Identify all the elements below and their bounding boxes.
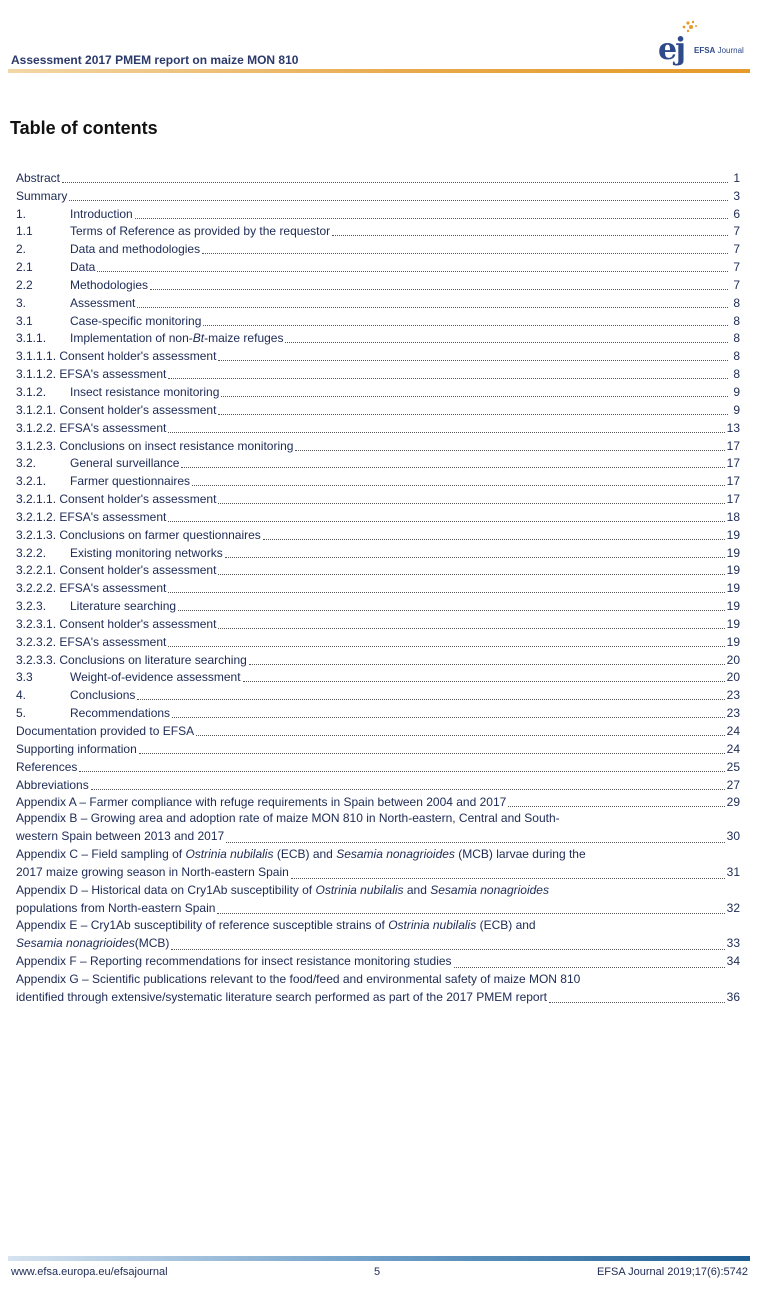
footer-citation: EFSA Journal 2019;17(6):5742 [596, 1266, 748, 1278]
toc-entry-page: 27 [726, 777, 740, 792]
toc-leader-dots [137, 699, 724, 700]
toc-entry[interactable] [16, 543, 740, 561]
toc-leader-dots [137, 307, 728, 308]
toc-entry[interactable] [16, 775, 740, 793]
toc-entry-number: 3.2.3. [16, 599, 47, 614]
toc-entry-title: 3.2.1.1. Consent holder's assessment [16, 492, 217, 507]
toc-entry[interactable] [16, 204, 740, 222]
toc-entry-title: 3.1.1.1. Consent holder's assessment [16, 349, 217, 364]
toc-leader-dots [249, 664, 725, 665]
footer-url[interactable]: www.efsa.europa.eu/efsajournal [11, 1266, 168, 1278]
toc-entry-number: 3. [16, 295, 27, 310]
toc-entry-title: Terms of Reference as provided by the requestor [70, 224, 331, 239]
toc-entry-title: 3.2.2.1. Consent holder's assessment [16, 563, 217, 578]
toc-entry-number: 3.2. [16, 456, 37, 471]
toc-entry-title: Appendix A – Farmer compliance with refuge requirements in Spain between 2004 and 2017 [16, 795, 507, 810]
toc-entry[interactable] [16, 578, 740, 596]
toc-entry[interactable] [16, 329, 740, 347]
toc-entry-page: 29 [726, 795, 740, 810]
toc-entry-title: 3.1.1.2. EFSA's assessment [16, 367, 167, 382]
toc-entry-page: 8 [733, 295, 740, 310]
toc-entry-page: 23 [726, 688, 740, 703]
toc-entry-number: 2.2 [16, 277, 33, 292]
toc-entry-number: 3.1.1. [16, 331, 47, 346]
logo-text: EFSA Journal [694, 46, 744, 55]
toc-entry-page: 24 [726, 724, 740, 738]
toc-entry-page: 8 [733, 331, 740, 346]
toc-entry-page: 7 [733, 277, 740, 292]
toc-entry-title: Weight-of-evidence assessment [70, 670, 241, 685]
toc-entry-number: 2. [16, 242, 27, 257]
toc-leader-dots [168, 646, 724, 647]
toc-entry[interactable] [16, 400, 740, 418]
toc-leader-dots [168, 378, 728, 379]
toc-leader-dots [203, 325, 728, 326]
table-of-contents [16, 168, 740, 1006]
toc-entry-number: 3.3 [16, 670, 33, 685]
toc-leader-dots [168, 592, 724, 593]
toc-entry-title: Implementation of non-Bt-maize refuges [70, 331, 284, 346]
toc-entry-page: 8 [733, 367, 740, 382]
toc-entry-title: Documentation provided to EFSA [16, 724, 195, 738]
toc-entry-title: Insect resistance monitoring [70, 384, 220, 399]
toc-entry-page: 7 [733, 260, 740, 275]
toc-entry-title: Data [70, 260, 96, 275]
toc-entry-page: 20 [726, 670, 740, 685]
toc-entry-title: Abbreviations [16, 777, 89, 792]
toc-entry-title: 3.1.2.3. Conclusions on insect resistance monitoring [16, 438, 294, 453]
toc-entry-page: 19 [726, 599, 740, 614]
toc-entry-title: Case-specific monitoring [70, 313, 202, 328]
toc-entry-title: 3.2.3.3. Conclusions on literature searching [16, 652, 247, 667]
toc-leader-dots [181, 467, 724, 468]
toc-leader-dots [218, 628, 724, 629]
toc-entry[interactable] [16, 257, 740, 275]
toc-leader-dots [192, 485, 725, 486]
toc-entry-appendix-f[interactable]: Appendix F – Reporting recommendations for insect resistance monitoring studies 34 [16, 953, 740, 968]
toc-entry-number: 3.2.1. [16, 474, 47, 489]
toc-entry-page: 19 [726, 634, 740, 649]
toc-entry[interactable] [16, 418, 740, 436]
toc-leader-dots [172, 717, 725, 718]
toc-leader-dots [263, 539, 725, 540]
toc-entry[interactable] [16, 507, 740, 525]
toc-entry-page: 17 [726, 492, 740, 507]
footer-divider [8, 1256, 750, 1261]
toc-entry-title: 3.1.2.2. EFSA's assessment [16, 420, 167, 435]
toc-entry-title: Recommendations [70, 706, 171, 721]
toc-leader-dots [202, 253, 728, 254]
toc-entry[interactable] [16, 293, 740, 311]
toc-entry-page: 8 [733, 349, 740, 364]
toc-entry[interactable] [16, 668, 740, 686]
toc-entry[interactable] [16, 721, 740, 739]
toc-entry-page: 25 [726, 759, 740, 774]
toc-leader-dots [168, 521, 724, 522]
toc-entry[interactable] [16, 222, 740, 240]
toc-entry-title: Farmer questionnaires [70, 474, 191, 489]
toc-entry-page: 18 [726, 509, 740, 524]
toc-entry-title: Assessment [70, 295, 136, 310]
toc-entry[interactable] [16, 471, 740, 489]
toc-entry-appendix-c[interactable]: Appendix C – Field sampling of Ostrinia nubilalis (ECB) and Sesamia nonagrioides (MCB) larvae during the 2017 maize growing season in North-eastern Spain 31 [16, 847, 740, 879]
toc-entry-page: 9 [733, 402, 740, 417]
toc-entry-page: 20 [726, 652, 740, 667]
toc-entry-page: 13 [726, 420, 740, 435]
toc-entry-page: 17 [726, 456, 740, 471]
toc-leader-dots [218, 414, 728, 415]
header-divider [8, 69, 750, 73]
toc-entry-page: 3 [733, 188, 740, 203]
toc-entry-title: Conclusions [70, 688, 136, 703]
toc-entry[interactable] [16, 275, 740, 293]
toc-leader-dots [332, 235, 728, 236]
toc-entry-number: 1. [16, 206, 27, 221]
toc-entry[interactable] [16, 186, 740, 204]
page-title: Table of contents [10, 118, 158, 138]
toc-entry[interactable] [16, 436, 740, 454]
footer-page-number: 5 [374, 1266, 381, 1278]
toc-entry[interactable] [16, 596, 740, 614]
toc-entry-appendix-g[interactable]: Appendix G – Scientific publications relevant to the food/feed and environmental safety of maize MON 810 identified through extensive/systematic literature search performed as part of the 2017 PMEM report 36 [16, 971, 740, 1004]
toc-entry-page: 19 [726, 527, 740, 542]
toc-entry-title: Methodologies [70, 277, 149, 292]
toc-entry[interactable] [16, 685, 740, 703]
toc-entry-number: 2.1 [16, 260, 33, 275]
toc-entry-page: 19 [726, 581, 740, 596]
toc-entry[interactable] [16, 793, 740, 811]
toc-leader-dots [218, 503, 724, 504]
toc-entry-title: 3.2.2.2. EFSA's assessment [16, 581, 167, 596]
toc-entry[interactable] [16, 382, 740, 400]
toc-entry-title: Abstract [16, 170, 61, 185]
toc-leader-dots [221, 396, 728, 397]
toc-entry-appendix-d[interactable]: Appendix D – Historical data on Cry1Ab susceptibility of Ostrinia nubilalis and Sesamia nonagrioides populations from North-eastern Spain 32 [16, 882, 740, 915]
toc-entry-page: 9 [733, 384, 740, 399]
toc-entry-title: Summary [16, 188, 68, 203]
toc-entry[interactable] [16, 561, 740, 579]
toc-entry-page: 1 [733, 170, 740, 185]
toc-entry[interactable] [16, 311, 740, 329]
toc-entry-title: 3.1.2.1. Consent holder's assessment [16, 402, 217, 417]
toc-entry-number: 3.2.2. [16, 545, 47, 560]
logo [656, 20, 756, 70]
toc-leader-dots [285, 342, 728, 343]
toc-leader-dots [62, 182, 728, 183]
toc-entry-title: 3.2.3.2. EFSA's assessment [16, 634, 167, 649]
toc-leader-dots [91, 789, 725, 790]
toc-leader-dots [150, 289, 728, 290]
toc-leader-dots [69, 200, 728, 201]
toc-leader-dots [225, 557, 725, 558]
toc-entry-title: 3.2.3.1. Consent holder's assessment [16, 616, 217, 631]
toc-entry-number: 1.1 [16, 224, 33, 239]
toc-leader-dots [139, 753, 725, 754]
toc-entry[interactable] [16, 703, 740, 721]
toc-entry[interactable] [16, 739, 740, 757]
toc-entry-number: 3.1 [16, 313, 33, 328]
toc-leader-dots [135, 218, 728, 219]
toc-entry-number: 3.1.2. [16, 384, 47, 399]
toc-leader-dots [218, 360, 728, 361]
toc-leader-dots [79, 771, 724, 772]
toc-entry-title: 3.2.1.2. EFSA's assessment [16, 509, 167, 524]
toc-entry[interactable] [16, 757, 740, 775]
toc-entry[interactable] [16, 650, 740, 668]
toc-entry-number: 5. [16, 706, 27, 721]
toc-entry-page: 6 [733, 206, 740, 221]
toc-entry-page: 23 [726, 706, 740, 721]
header-title: Assessment 2017 PMEM report on maize MON 810 [11, 53, 299, 67]
toc-leader-dots [218, 574, 724, 575]
toc-entry-title: References [16, 759, 78, 774]
toc-leader-dots [508, 806, 724, 807]
toc-leader-dots [97, 271, 728, 272]
toc-entry[interactable] [16, 614, 740, 632]
toc-entry[interactable] [16, 364, 740, 382]
toc-entry-title: Existing monitoring networks [70, 545, 223, 560]
toc-entry[interactable] [16, 454, 740, 472]
toc-entry-number: 4. [16, 688, 27, 703]
toc-leader-dots [196, 735, 725, 736]
toc-entry-page: 19 [726, 616, 740, 631]
toc-entry-page: 7 [733, 224, 740, 239]
toc-entry[interactable] [16, 168, 740, 186]
toc-entry-title: Literature searching [70, 599, 177, 614]
toc-entry-title: Data and methodologies [70, 242, 201, 257]
toc-entry-page: 17 [726, 474, 740, 489]
toc-entry-title: Supporting information [16, 741, 137, 756]
toc-entry-title: Introduction [70, 206, 133, 221]
toc-entry-title: 3.2.1.3. Conclusions on farmer questionnaires [16, 527, 261, 542]
toc-entry-page: 19 [726, 545, 740, 560]
toc-entry[interactable] [16, 346, 740, 364]
toc-entry-title: General surveillance [70, 456, 180, 471]
toc-leader-dots [243, 681, 725, 682]
toc-entry-page: 8 [733, 313, 740, 328]
toc-leader-dots [295, 450, 724, 451]
toc-leader-dots [168, 432, 724, 433]
toc-entry-appendix-b[interactable]: Appendix B – Growing area and adoption rate of maize MON 810 in North-eastern, Central and South- western Spain between 2013 and 2017 30 [16, 811, 740, 844]
logo-mark: ej [658, 32, 684, 67]
toc-entry-page: 17 [726, 438, 740, 453]
toc-entry-appendix-e[interactable]: Appendix E – Cry1Ab susceptibility of reference susceptible strains of Ostrinia nubilalis (ECB) and Sesamia nonagrioides (MCB) 33 [16, 918, 740, 951]
toc-entry[interactable] [16, 489, 740, 507]
toc-entry[interactable] [16, 239, 740, 257]
toc-entry[interactable] [16, 632, 740, 650]
toc-entry-page: 24 [726, 741, 740, 756]
toc-leader-dots [178, 610, 725, 611]
toc-entry-page: 7 [733, 242, 740, 257]
toc-entry-page: 19 [726, 563, 740, 578]
toc-entry[interactable] [16, 525, 740, 543]
